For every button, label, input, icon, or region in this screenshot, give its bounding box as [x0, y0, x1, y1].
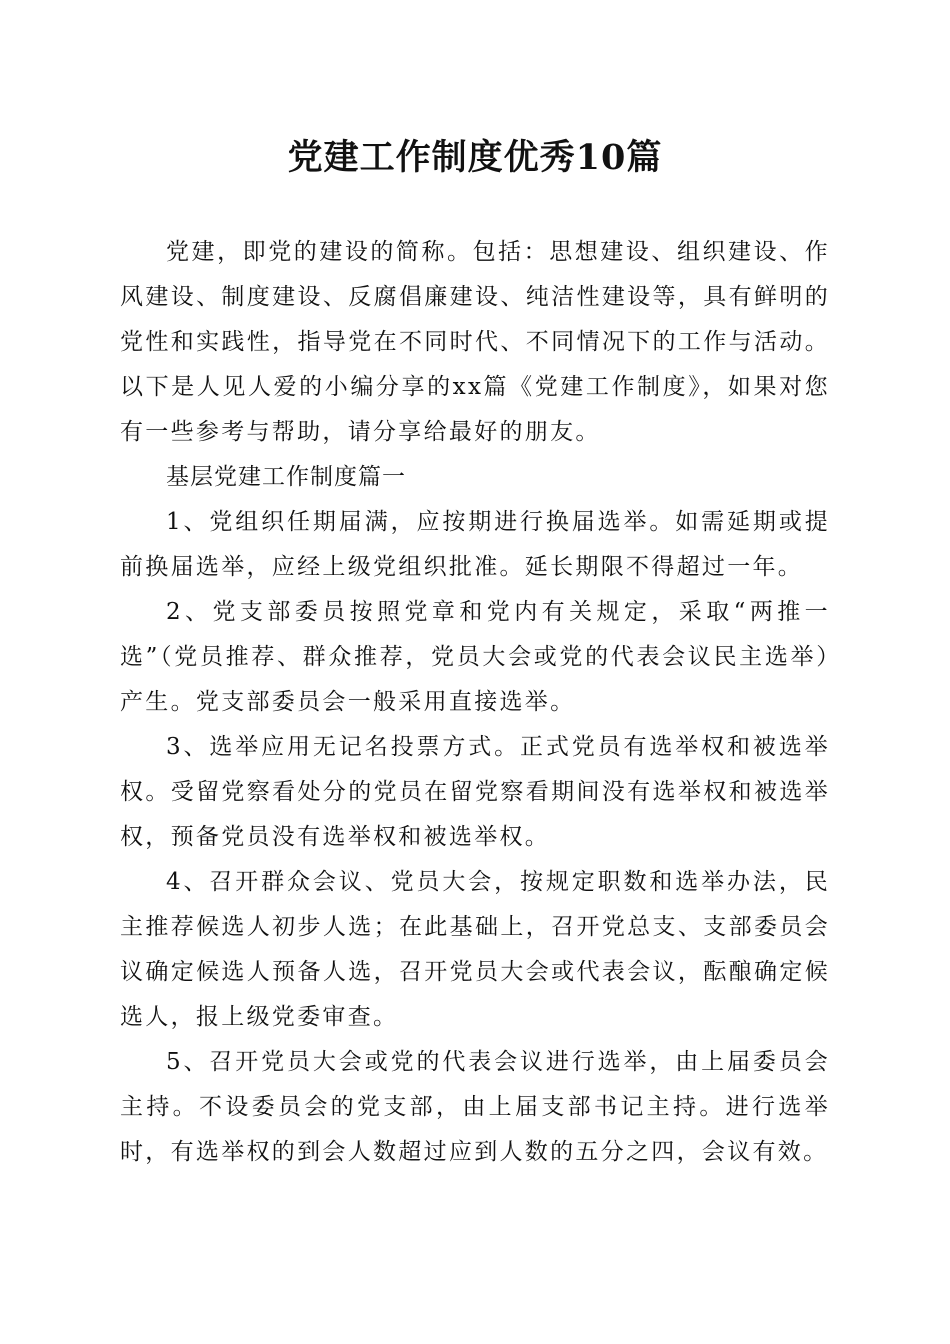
list-item-5: 5、召开党员大会或党的代表会议进行选举，由上届委员会主持。不设委员会的党支部，由上届支部书记主持。进行选举时，有选举权的到会人数超过应到人数的五分之四，会议有效。: [120, 1049, 830, 1165]
document-title: 党建工作制度优秀10篇: [287, 137, 663, 178]
list-item-1: 1、党组织任期届满，应按期进行换届选举。如需延期或提前换届选举，应经上级党组织批准。延长期限不得超过一年。: [120, 509, 830, 580]
list-item-4: 4、召开群众会议、党员大会，按规定职数和选举办法，民主推荐候选人初步人选；在此基础上，召开党总支、支部委员会议确定候选人预备人选，召开党员大会或代表会议，酝酿确定候选人，报上级党委审查。: [120, 869, 830, 1030]
intro-paragraph: 党建，即党的建设的简称。包括：思想建设、组织建设、作风建设、制度建设、反腐倡廉建设、纯洁性建设等，具有鲜明的党性和实践性，指导党在不同时代、不同情况下的工作与活动。以下是人见人爱的小编分享的xx篇《党建工作制度》，如果对您有一些参考与帮助，请分享给最好的朋友。: [120, 239, 830, 445]
list-item-3: 3、选举应用无记名投票方式。正式党员有选举权和被选举权。受留党察看处分的党员在留党察看期间没有选举权和被选举权，预备党员没有选举权和被选举权。: [120, 734, 830, 850]
section-heading: 基层党建工作制度篇一: [166, 464, 406, 490]
list-item-2: 2、党支部委员按照党章和党内有关规定，采取“两推一选”（党员推荐、群众推荐，党员大会或党的代表会议民主选举）产生。党支部委员会一般采用直接选举。: [120, 599, 830, 715]
document-body: [120, 230, 830, 1175]
